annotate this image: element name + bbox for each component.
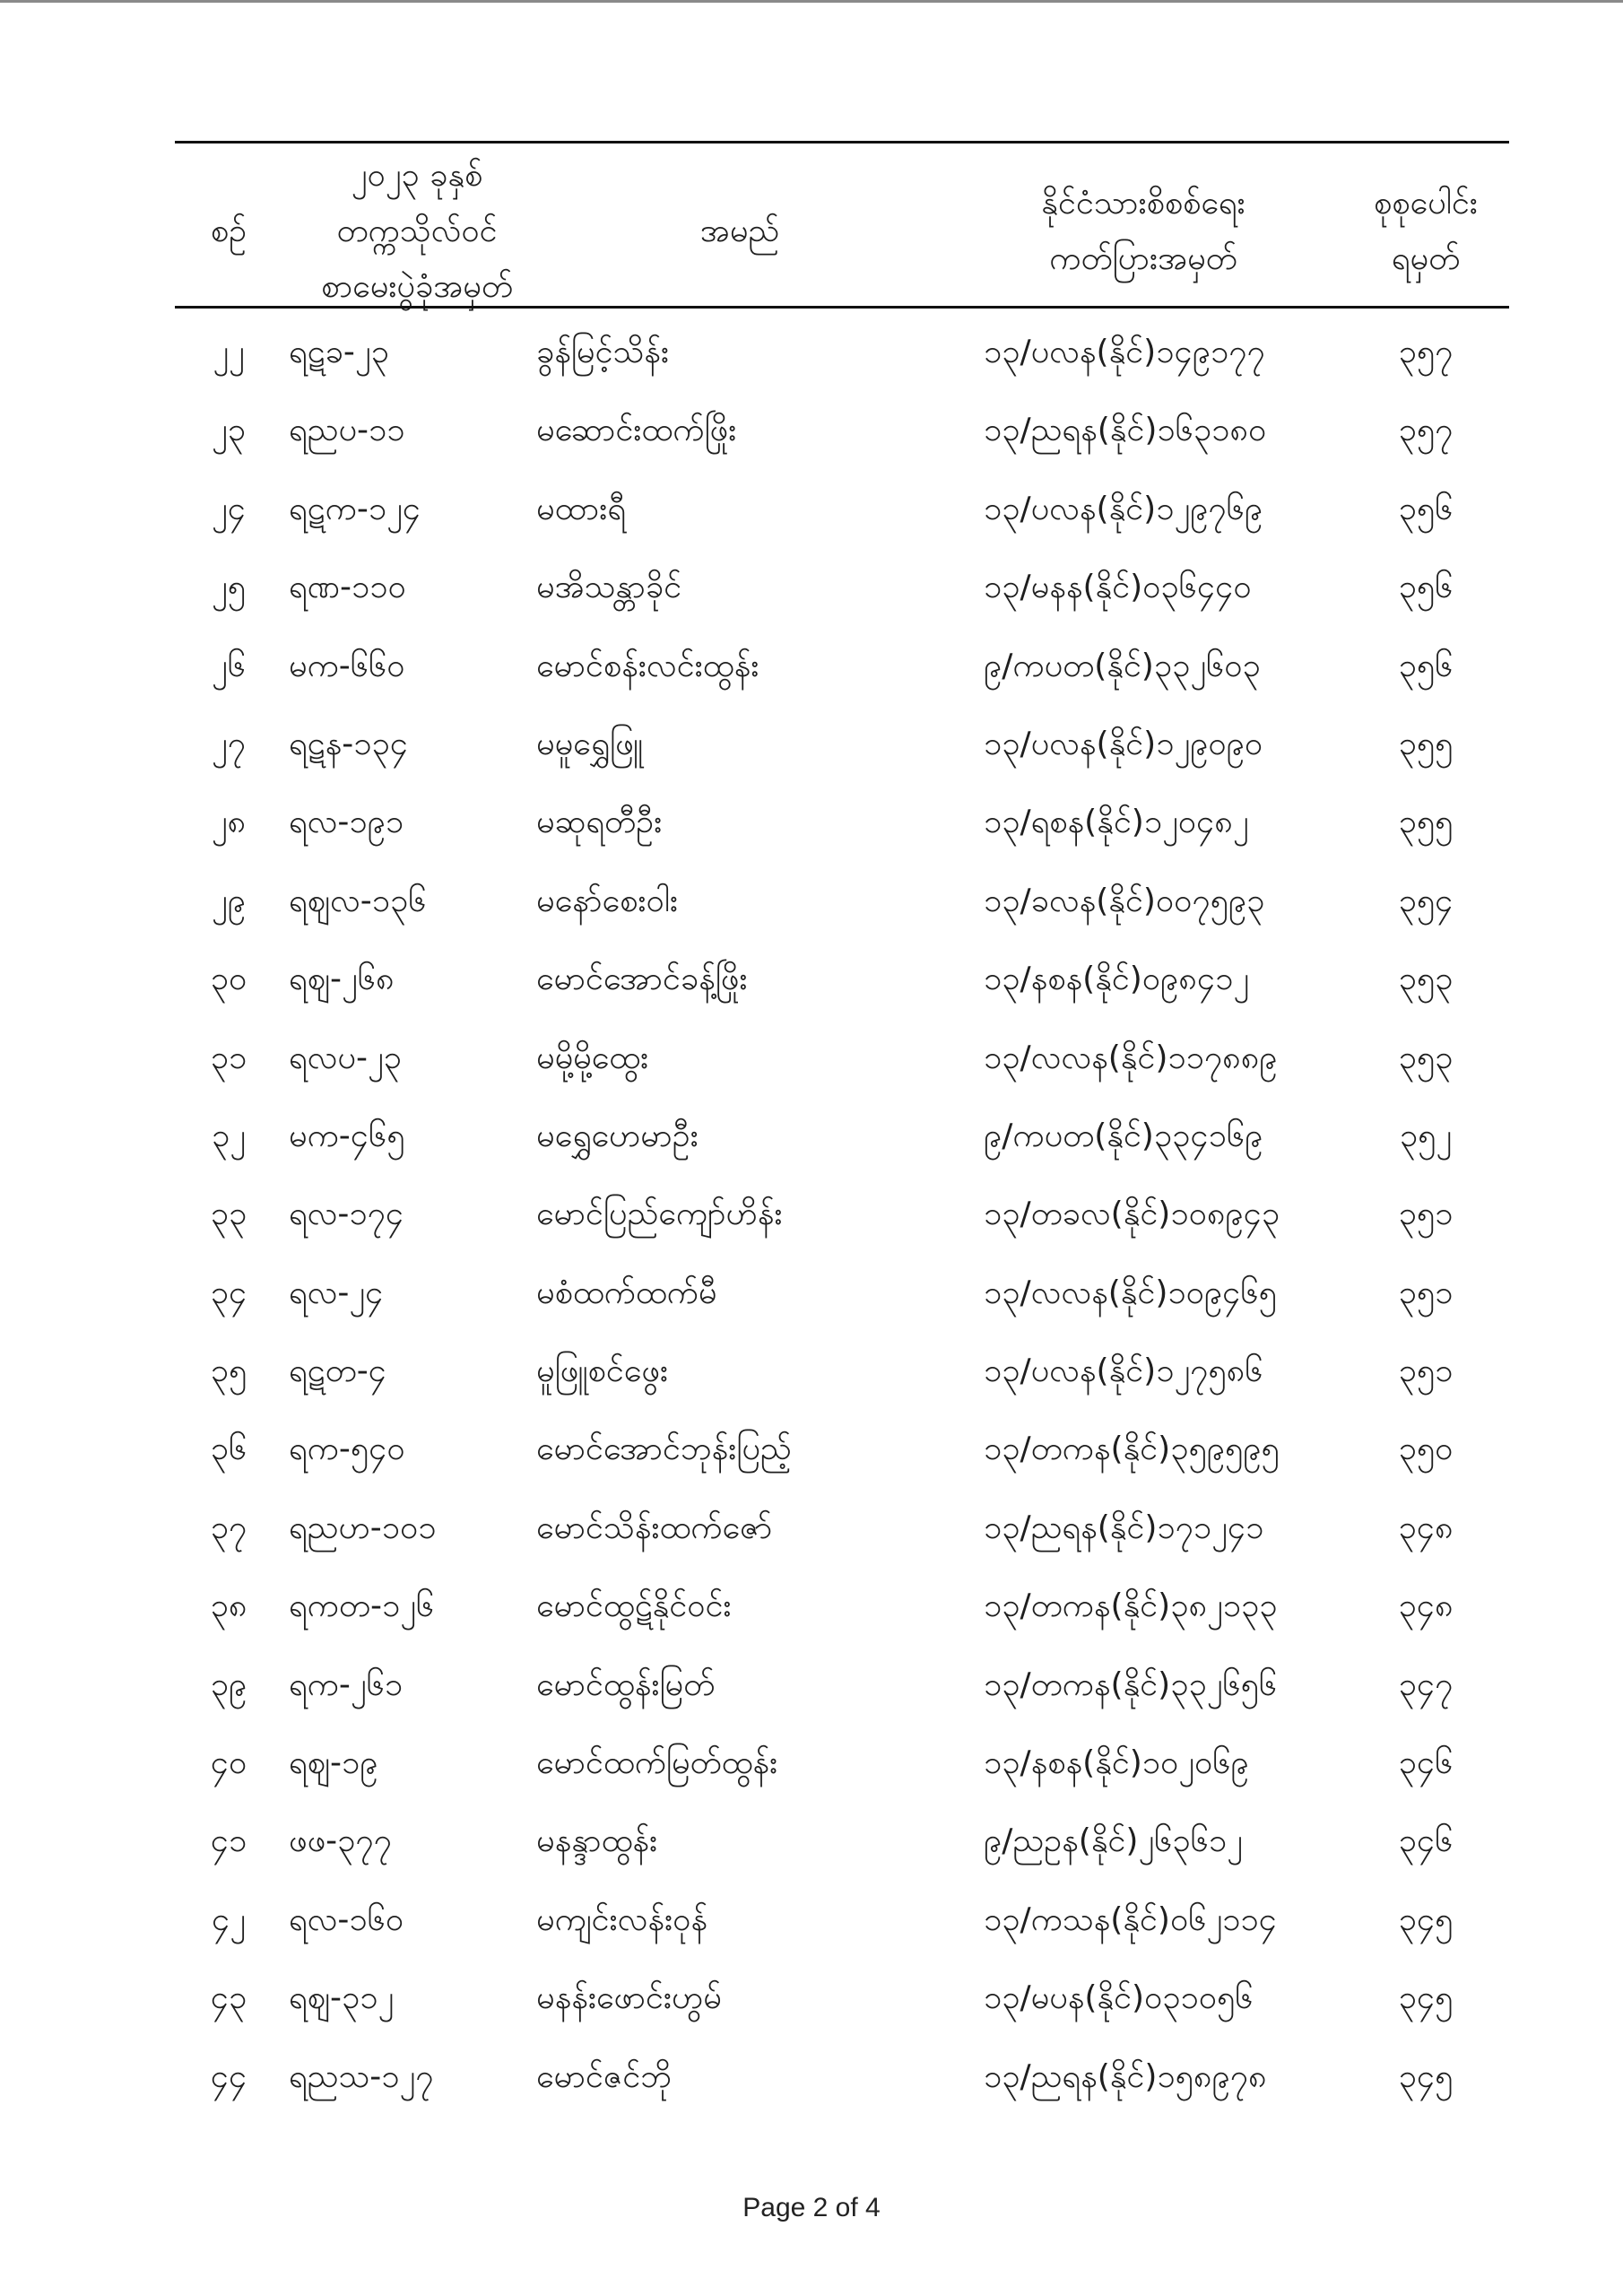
table-row	[0, 635, 1623, 713]
row-seq: ၃၆	[210, 1431, 247, 1468]
row-seq: ၂၇	[212, 725, 246, 762]
row-name: မောင်သိန်းထက်ဇော်	[536, 1509, 773, 1546]
row-name: မောင်ထက်မြတ်ထွန်း	[536, 1744, 778, 1782]
table-row	[0, 1027, 1623, 1105]
row-total-score: ၃၄၈	[1398, 1509, 1454, 1546]
row-exam-roll-number: ဖဖ-၃၇၇	[289, 1822, 392, 1860]
row-nrc-number: ၁၃/တကန(နိုင်)၃၈၂၁၃၃	[984, 1587, 1278, 1625]
row-exam-roll-number: ရဈ-၁၉	[289, 1744, 378, 1782]
table-row	[0, 1418, 1623, 1496]
row-exam-roll-number: မက-၄၆၅	[289, 1117, 405, 1154]
row-exam-roll-number: ရဋတ-၄	[289, 1352, 386, 1390]
row-exam-roll-number: ရက-၅၄၀	[289, 1431, 405, 1468]
row-total-score: ၃၅၃	[1398, 1039, 1454, 1076]
row-name: မမူရွှေဖြူ	[536, 725, 644, 762]
row-seq: ၂၄	[212, 490, 246, 527]
row-nrc-number: ၁၃/နစန(နိုင်)၁၀၂၀၆၉	[984, 1744, 1249, 1782]
header-seq: စဉ်	[210, 213, 247, 249]
row-nrc-number: ၁၃/ခလန(နိုင်)၀၀၇၅၉၃	[984, 882, 1265, 919]
row-seq: ၃၂	[212, 1117, 246, 1154]
row-nrc-number: ၁၃/ရစန(နိုင်)၁၂၀၄၈၂	[984, 804, 1249, 841]
row-exam-roll-number: ရညပ-၁၁	[289, 412, 405, 449]
row-name: မကျင်းလန်းဝုန်	[536, 1900, 707, 1938]
row-exam-roll-number: ရညဟ-၁၀၁	[289, 1509, 437, 1546]
row-nrc-number: ၁၃/တကန(နိုင်)၃၃၂၆၅၆	[984, 1665, 1278, 1703]
row-total-score: ၃၅၅	[1398, 725, 1454, 762]
table-row	[0, 713, 1623, 791]
row-exam-roll-number: ရညသ-၁၂၇	[289, 2057, 434, 2095]
table-header-rule	[175, 306, 1509, 309]
header-total-score: စုစုပေါင်း ရမှတ်	[1374, 185, 1478, 277]
row-total-score: ၃၅၃	[1398, 961, 1454, 998]
table-row	[0, 478, 1623, 556]
row-seq: ၃၅	[210, 1352, 247, 1390]
row-seq: ၂၃	[212, 412, 246, 449]
row-nrc-number: ၁၃/ပလန(နိုင်)၁၂၉၇၆၉	[984, 490, 1263, 527]
table-row	[0, 1889, 1623, 1967]
row-name: မောင်ထွဋ်နိုင်ဝင်း	[536, 1587, 732, 1625]
row-name: မအိသန္တာခိုင်	[536, 569, 682, 606]
table-row	[0, 1654, 1623, 1732]
table-row	[0, 2046, 1623, 2124]
row-name: မထားရီ	[536, 490, 626, 527]
row-total-score: ၃၄၈	[1398, 1587, 1454, 1625]
row-nrc-number: ၁၃/ညရန(နိုင်)၁၇၁၂၄၁	[984, 1509, 1264, 1546]
row-seq: ၄၁	[210, 1822, 247, 1860]
row-total-score: ၃၅၆	[1398, 569, 1454, 606]
table-row	[0, 1262, 1623, 1340]
row-exam-roll-number: ရလ-၁၇၄	[289, 1196, 404, 1233]
row-total-score: ၃၄၅	[1398, 2057, 1454, 2095]
row-total-score: ၃၅၁	[1398, 1352, 1454, 1390]
row-exam-roll-number: မက-၆၆၀	[289, 647, 405, 684]
row-name: မောင်ထွန်းမြတ်	[536, 1665, 716, 1703]
page-number: Page 2 of 4	[742, 2193, 881, 2222]
row-total-score: ၃၅၁	[1398, 1196, 1454, 1233]
row-name: မဆောင်းထက်ဖြိုး	[536, 412, 737, 449]
row-seq: ၃၇	[210, 1509, 247, 1546]
row-total-score: ၃၅၇	[1398, 412, 1454, 449]
row-seq: ၂၈	[211, 804, 247, 841]
table-row	[0, 870, 1623, 948]
row-seq: ၃၃	[210, 1196, 247, 1233]
row-seq: ၄၃	[210, 1979, 247, 2017]
table-row	[0, 1575, 1623, 1653]
row-exam-roll-number: ရဈ-၂၆၈	[289, 961, 395, 998]
row-nrc-number: ၁၃/နစန(နိုင်)၀၉၈၄၁၂	[984, 961, 1250, 998]
table-row	[0, 321, 1623, 399]
table-row	[0, 1183, 1623, 1261]
row-exam-roll-number: ရကတ-၁၂၆	[289, 1587, 435, 1625]
row-total-score: ၃၅၁	[1398, 1274, 1454, 1311]
row-total-score: ၃၅၇	[1398, 334, 1454, 370]
row-total-score: ၃၅၆	[1398, 647, 1454, 684]
row-exam-roll-number: ရလ-၁၉၁	[289, 804, 404, 841]
row-total-score: ၃၅၂	[1399, 1117, 1453, 1154]
row-name: မောင်ပြည်ကျော်ဟိန်း	[536, 1196, 783, 1233]
row-nrc-number: ၁၃/တခလ(နိုင်)၁၀၈၉၄၃	[984, 1196, 1280, 1233]
row-total-score: ၃၄၆	[1398, 1822, 1454, 1860]
row-name: မရွှေဟေမာဦး	[536, 1117, 699, 1154]
row-total-score: ၃၄၇	[1398, 1665, 1454, 1703]
row-seq: ၂၂	[213, 334, 245, 370]
row-total-score: ၃၅၆	[1398, 490, 1454, 527]
row-name: မောင်ဇင်ဘို	[536, 2057, 672, 2095]
table-row	[0, 1967, 1623, 2045]
row-exam-roll-number: ရဋက-၁၂၄	[289, 490, 421, 527]
row-name: မစံထက်ထက်မီ	[536, 1274, 717, 1311]
row-seq: ၃၁	[210, 1039, 247, 1076]
table-row	[0, 399, 1623, 477]
row-name: မမို့မို့ထွေး	[536, 1039, 649, 1076]
row-seq: ၄၀	[210, 1744, 247, 1782]
table-row	[0, 1105, 1623, 1183]
row-exam-roll-number: ရလ-၁၆၀	[289, 1900, 404, 1938]
row-name: မနန္ဒာထွန်း	[536, 1822, 658, 1860]
row-nrc-number: ၁၃/မပန(နိုင်)၀၃၁၀၅၆	[984, 1979, 1254, 2017]
row-nrc-number: ၁၃/တကန(နိုင်)၃၅၉၅၉၅	[984, 1431, 1280, 1468]
row-seq: ၄၄	[210, 2057, 247, 2095]
row-nrc-number: ၁၃/လလန(နိုင်)၁၁၇၈၈၉	[984, 1039, 1278, 1076]
row-exam-roll-number: ရဋန-၁၃၄	[289, 725, 409, 762]
row-name: မောင်အောင်ခန့်ဖြိုး	[536, 961, 748, 998]
table-row	[0, 948, 1623, 1026]
row-name: မောင်စန်းလင်းထွန်း	[536, 647, 759, 684]
row-exam-roll-number: ရက-၂၆၁	[289, 1665, 404, 1703]
row-nrc-number: ၁၃/ကသန(နိုင်)၀၆၂၁၁၄	[984, 1900, 1277, 1938]
row-seq: ၂၅	[212, 569, 246, 606]
row-name: မနော်စေးဝါး	[536, 882, 679, 919]
row-total-score: ၃၅၄	[1398, 882, 1454, 919]
table-row	[0, 556, 1623, 634]
header-name: အမည်	[699, 213, 780, 249]
row-seq: ၂၆	[212, 647, 246, 684]
table-row	[0, 1732, 1623, 1810]
row-total-score: ၃၄၆	[1398, 1744, 1454, 1782]
row-exam-roll-number: ရဈလ-၁၃၆	[289, 882, 427, 919]
row-name: ခွန်မြင့်သိန်း	[536, 334, 670, 370]
row-seq: ၃၉	[210, 1665, 247, 1703]
row-name: မူဖြူစင်ဖွေး	[536, 1352, 669, 1390]
row-seq: ၃၀	[210, 961, 247, 998]
row-name: မောင်အောင်ဘုန်းပြည့်	[536, 1431, 792, 1468]
row-nrc-number: ၁၃/ပလန(နိုင်)၁၂၉၀၉၀	[984, 725, 1263, 762]
row-exam-roll-number: ရဋခ-၂၃	[289, 334, 389, 370]
row-exam-roll-number: ရဈ-၃၁၂	[289, 1979, 395, 2017]
row-seq: ၄၂	[212, 1900, 246, 1938]
row-exam-roll-number: ရဏ-၁၁၀	[289, 569, 406, 606]
row-seq: ၃၈	[210, 1587, 247, 1625]
row-nrc-number: ၁၃/ပလန(နိုင်)၁၄၉၁၇၇	[984, 334, 1265, 370]
row-nrc-number: ၁၃/ပလန(နိုင်)၁၂၇၅၈၆	[984, 1352, 1263, 1390]
header-exam-roll-number: ၂၀၂၃ ခုနှစ် တက္ကသိုလ်ဝင် စာမေးပွဲခုံအမှတ်	[321, 157, 513, 305]
row-seq: ၂၉	[212, 882, 246, 919]
row-total-score: ၃၅၅	[1398, 804, 1454, 841]
row-exam-roll-number: ရလ-၂၄	[289, 1274, 384, 1311]
row-total-score: ၃၄၅	[1398, 1900, 1454, 1938]
table-top-rule	[175, 141, 1509, 144]
row-name: မနန်းဖောင်းဟွမ်	[536, 1979, 722, 2017]
row-total-score: ၃၅၀	[1398, 1431, 1454, 1468]
row-nrc-number: ၁၃/ညရန(နိုင်)၁၅၈၉၇၈	[984, 2057, 1267, 2095]
row-exam-roll-number: ရလပ-၂၃	[289, 1039, 402, 1076]
row-nrc-number: ၉/ကပတ(နိုင်)၃၃၂၆၀၃	[984, 647, 1261, 684]
row-nrc-number: ၁၃/လလန(နိုင်)၁၀၉၄၆၅	[984, 1274, 1277, 1311]
row-nrc-number: ၉/ကပတ(နိုင်)၃၃၄၁၆၉	[984, 1117, 1263, 1154]
row-nrc-number: ၉/ညဥန(နိုင်)၂၆၃၆၁၂	[984, 1822, 1243, 1860]
table-row	[0, 1810, 1623, 1888]
table-row	[0, 791, 1623, 869]
results-table-body	[0, 321, 1623, 2124]
row-seq: ၃၄	[210, 1274, 247, 1311]
row-nrc-number: ၁၃/ညရန(နိုင်)၁၆၃၁၈၀	[984, 412, 1267, 449]
row-name: မဆုရတီဦး	[536, 804, 663, 841]
header-nrc-number: နိုင်ငံသားစိစစ်ရေး ကတ်ပြားအမှတ်	[1041, 185, 1245, 277]
table-row	[0, 1340, 1623, 1418]
table-row	[0, 1497, 1623, 1575]
row-total-score: ၃၄၅	[1398, 1979, 1454, 2017]
row-nrc-number: ၁၃/မနန(နိုင်)၀၃၆၄၄၀	[984, 569, 1252, 606]
